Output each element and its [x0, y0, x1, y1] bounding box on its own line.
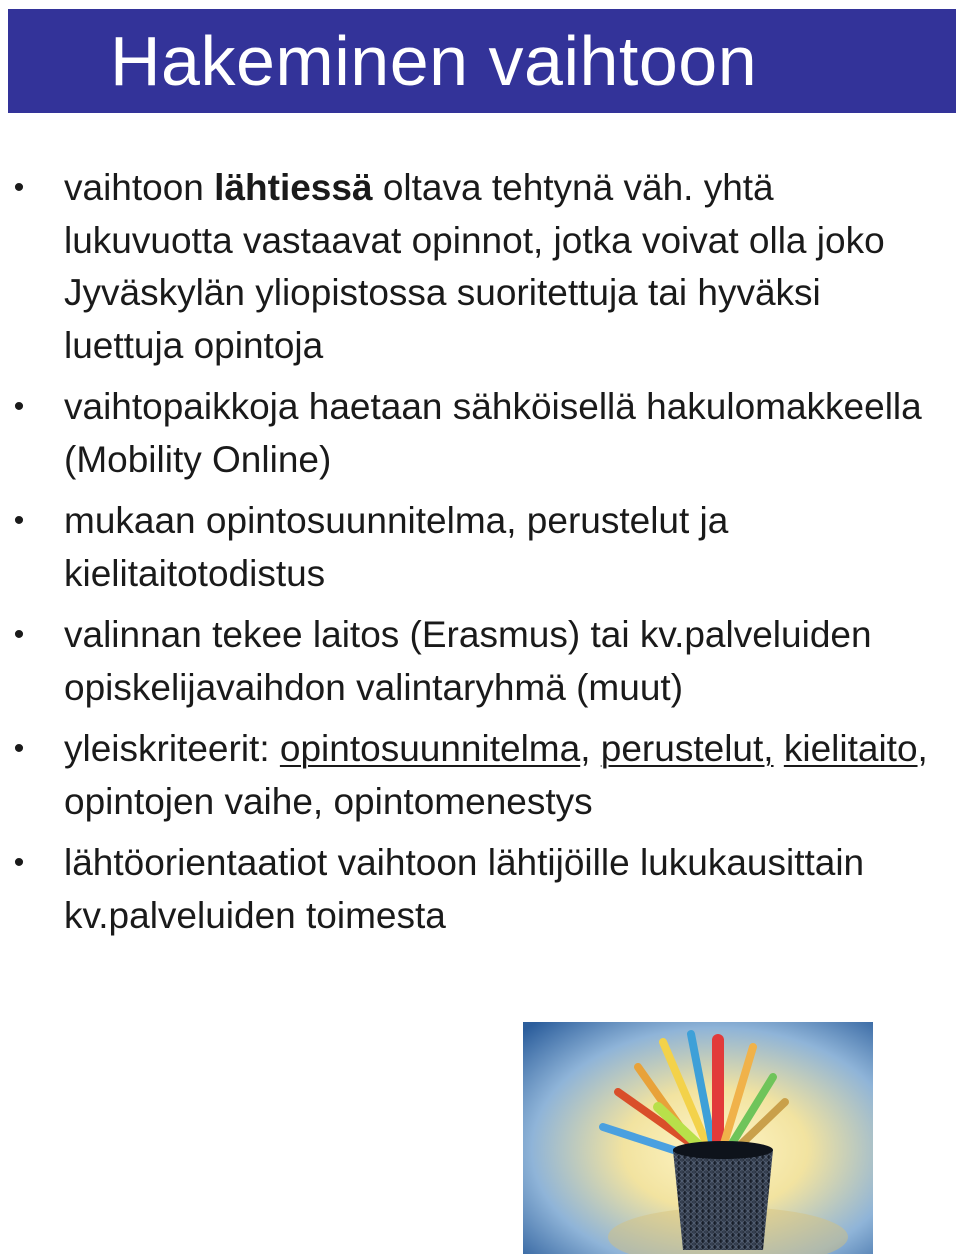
bullet-text: , opintojen vaihe, opintomenestys: [64, 728, 928, 822]
bullet-dot: •: [13, 390, 25, 423]
bullet-text: mukaan opintosuunnitelma, perustelut ja kielitaitotodistus: [64, 500, 729, 594]
bullet-item-5: [0, 723, 960, 828]
bullet-dot: •: [13, 504, 25, 537]
bullet-text: yleiskriteerit:: [64, 728, 280, 769]
link-perustelut[interactable]: perustelut,: [600, 728, 774, 769]
mesh-cup: [673, 1150, 773, 1250]
page-title: Hakeminen vaihtoon: [110, 22, 758, 100]
pencil-cup-photo: [523, 1022, 873, 1254]
bullet-dot: •: [13, 846, 25, 879]
bullet-item-4: [0, 609, 960, 714]
link-kielitaito[interactable]: kielitaito: [783, 728, 918, 769]
bullet-text: [774, 728, 784, 769]
link-opintosuunnitelma[interactable]: opintosuunnitelma: [279, 728, 581, 769]
bullet-text: valinnan tekee laitos (Erasmus) tai kv.palveluiden opiskelijavaihdon valintaryhmä (muut): [64, 614, 872, 708]
bullet-bold-text: lähtiessä: [214, 167, 373, 208]
bullet-item-1: [0, 162, 960, 372]
bullet-item-2: [0, 381, 960, 486]
bullet-dot: •: [13, 618, 25, 651]
pencil-cup-illustration: [523, 1022, 873, 1254]
bullet-item-3: [0, 495, 960, 600]
bullet-dot: •: [13, 171, 25, 204]
bullet-text: lähtöorientaatiot vaihtoon lähtijöille lukukausittain kv.palveluiden toimesta: [64, 842, 865, 936]
bullet-text: vaihtopaikkoja haetaan sähköisellä hakulomakkeella (Mobility Online): [64, 386, 922, 480]
bullet-item-6: [0, 837, 960, 942]
bullet-text: ,: [580, 728, 601, 769]
bullet-text: vaihtoon: [64, 167, 215, 208]
bullet-dot: •: [13, 732, 25, 765]
title-bar: [8, 9, 956, 113]
bullet-text: oltava tehtynä väh. yhtä lukuvuotta vastaavat opinnot, jotka voivat olla joko Jyväskylän yliopistossa suoritettuja tai hyväksi luettuja opintoja: [64, 167, 885, 366]
cup-rim: [673, 1141, 773, 1159]
bullet-list: [0, 162, 960, 951]
